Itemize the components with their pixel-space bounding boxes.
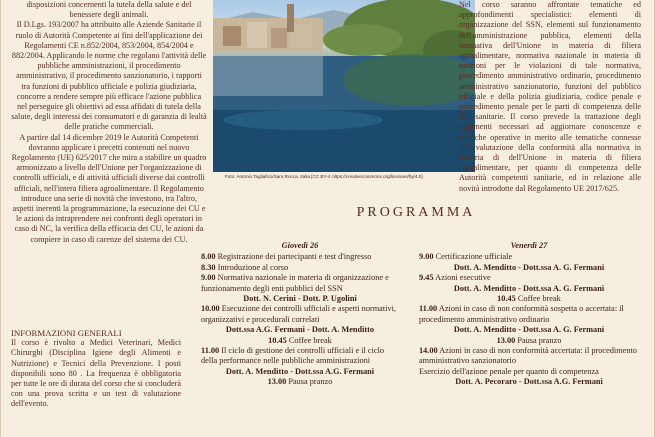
speaker-names: Dott. N. Cerini - Dott. P. Ugolini [243, 294, 357, 304]
schedule-text: Registrazione dei partecipanti e test d'ingresso [215, 252, 372, 262]
schedule-text: Esecuzione dei controlli ufficiali e aspetti normativi, organizzativi e procedurali correlati [201, 304, 397, 324]
schedule-item [201, 377, 399, 387]
schedule-time: 9.00 [419, 252, 434, 262]
schedule-item [419, 252, 639, 262]
schedule-time: 13.00 [496, 335, 516, 345]
speaker-names: Dott.ssa A.G. Fermani - Dott. A. Menditto [225, 325, 375, 335]
schedule-item [419, 273, 639, 283]
schedule-text: Certificazione ufficiale [433, 252, 513, 262]
schedule-time: 10.00 [201, 304, 220, 314]
speaker-names: Dott. A. Pecoraro - Dott.ssa A.G. Fermani [455, 377, 603, 387]
day-2-header: Venerdì 27 [510, 241, 548, 250]
schedule-item [419, 294, 639, 304]
day-2-items [419, 252, 639, 387]
schedule-time: 11.00 [419, 304, 438, 314]
schedule-time: 13.00 [267, 377, 287, 387]
speaker-line [419, 325, 639, 335]
schedule-item [419, 346, 639, 367]
schedule-day-1 [201, 241, 399, 388]
schedule-text: Azioni esecutive [433, 273, 491, 283]
schedule-text: Pausa pranzo [515, 335, 562, 345]
day-1-items [201, 252, 399, 387]
schedule-time: 11.00 [201, 346, 220, 356]
schedule-text: Coffee break [286, 335, 332, 345]
left-paragraph-4: A partire dal 14 dicembre 2019 le Autorità Competenti dovranno applicare i precetti contenuti nel nuovo Regolamento (UE) 625/2017 che mira a stabilire un quadro armonizzato a livello dell'Unione per l'organizzazione di controlli ufficiali, e di attività ufficiali diverse dai controlli ufficiali, nell'intera filiera agroalimentare. Il Regolamento introduce una serie di novità che investono, tra l'altro, aspetti inerenti la programmazione, la esecuzione dei CU e le azioni da intraprendere nei confronti degli operatori in caso di NC, la verifica della efficacia dei CU, le azioni da compiere in caso di carenze del sistema dei CU. [11, 132, 207, 244]
schedule-item [419, 304, 639, 325]
schedule-time: 8.00 [201, 252, 216, 262]
course-description: Nel corso saranno affrontate tematiche ed approfondimenti specialistici: elementi di organizzazione del SSN, elementi sul funzionamento dell'amministrazione pubblica, elementi della normativa dell'Unione in materia di filiera agroalimentare, normativa nazionale in materia di sanzioni per le violazioni di tale normativa, procedimento amministrativo ordinario, procedimento amministrativo sanzionatorio, funzioni del pubblico ufficiale e della polizia giudiziaria, codice penale e procedimento penale per le parti di competenza delle AC sanitarie. Il corso prevede la trattazione degli argomenti necessari ad aggiornare conoscenze e tecniche operative in merito alle tematiche connesse alla valutazione della conformità alla normativa in materia di dell'Unione in materia di filiera agroalimentare, per quanto di competenza delle Autorità competenti sanitarie, ed in relazione alle novità introdotte dal Regolamento UE 2017/625. [459, 0, 641, 193]
schedule-item [201, 252, 399, 262]
schedule-time: 10.45 [268, 335, 287, 345]
general-info [11, 328, 181, 410]
schedule-item [201, 346, 399, 367]
schedule-text: Coffee break [515, 294, 561, 304]
programma-heading: PROGRAMMA [356, 205, 476, 220]
general-info-text: Il corso è rivolto a Medici Veterinari, Medici Chirurghi (Disciplina Igiene degli Alimenti e Nutrizione) e Tecnici della Prevenzione. I posti disponibili sono 80 . La frequenza è obbligatoria per tutte le ore di durata del corso che si concluderà con una prova scritta e un test di valutazione dell'evento. [11, 338, 181, 409]
schedule-day-2 [419, 241, 639, 388]
speaker-line [419, 263, 639, 273]
schedule-text: Azioni in caso di non conformità sospetta o accertata: il procedimento amministrativo ordinario [419, 304, 624, 324]
speaker-names: Dott. A. Menditto - Dott.ssa A. G. Fermani [453, 325, 605, 335]
schedule-item [201, 273, 399, 294]
schedule-text: Normativa nazionale in materia di organizzazione e funzionamento degli enti pubblici del SSN [201, 273, 389, 293]
schedule-text: Introduzione al corso [215, 262, 289, 272]
schedule-time: 8.30 [201, 262, 216, 272]
speaker-line [201, 367, 399, 377]
day-1-header: Giovedì 26 [281, 241, 319, 250]
landscape-photo [213, 0, 475, 172]
speaker-names: Dott. A. Menditto - Dott.ssa A. G. Fermani [453, 262, 605, 272]
schedule-time: 9.45 [419, 273, 434, 283]
left-paragraph-1: disposizioni concernenti la tutela della salute e del [26, 0, 192, 9]
schedule-item [201, 304, 399, 325]
speaker-line [201, 294, 399, 304]
schedule-time: 9.00 [201, 273, 216, 283]
schedule-text: Azioni in caso di non conformità accertata: il procedimento amministrativo sanzionatorio [419, 346, 637, 366]
schedule-time: 14.00 [419, 346, 438, 356]
speaker-names: Dott. A. Menditto - Dott.ssa A. G. Fermani [453, 283, 605, 293]
speaker-line [201, 325, 399, 335]
photo-credit: Foto: Antonio Tagliafico/Sara Rocca, Italia [CC BY-4 ciltps://creativecommons.org/licenses/by/4.0] [225, 174, 423, 179]
speaker-names: Dott. A. Menditto - Dott.ssa A.G. Fermani [225, 366, 375, 376]
general-info-title: INFORMAZIONI GENERALI [11, 328, 122, 338]
right-column [459, 0, 641, 194]
schedule-text: Pausa pranzo [286, 377, 333, 387]
schedule-item [419, 367, 639, 377]
left-column [11, 0, 207, 245]
speaker-line [419, 284, 639, 294]
schedule-time: 10.45 [497, 294, 516, 304]
schedule-item [419, 336, 639, 346]
schedule-text: Il ciclo di gestione dei controlli ufficiali e il ciclo della performance nelle pubbliche amministrazioni [201, 346, 385, 366]
photo-illustration [213, 0, 475, 172]
schedule-item [201, 336, 399, 346]
left-paragraph-2: benessere degli animali. [69, 10, 149, 20]
speaker-line [419, 377, 639, 387]
left-paragraph-3: Il D.Lgs. 193/2007 ha attribuito alle Aziende Sanitarie il ruolo di Autorità Competente ai fini dell'applicazione dei Regolamenti CE n.852/2004, 853/2004, 854/2004 e 882/2004. Applicando le norme che regolano l'attività delle pubbliche amministrazioni, il procedimento amministrativo, il procedimento sanzionatorio, i rapporti tra funzioni di pubblico ufficiale e polizia giudiziaria, concorre a rendere sempre più efficace l'azione pubblica nel perseguire gli obiettivi ad essa affidati di tutela della salute, degli interessi dei consumatori e di garanzia di lealtà delle pratiche commerciali. [11, 20, 207, 132]
schedule-text: Esercizio dell'azione penale per quanto di competenza [419, 366, 599, 376]
schedule-item [201, 263, 399, 273]
